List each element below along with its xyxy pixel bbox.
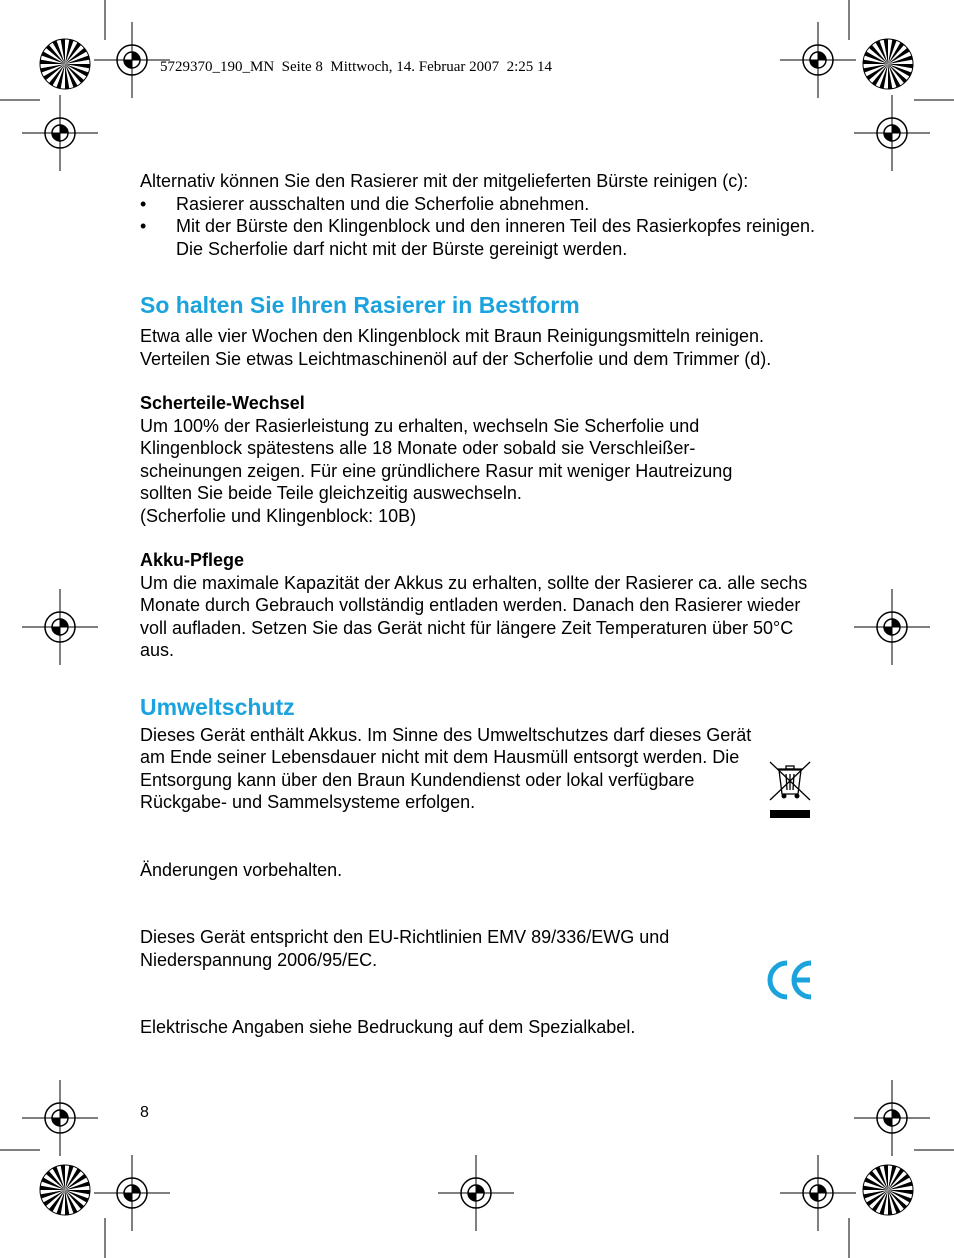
intro-bullets: [140, 193, 820, 261]
maintenance-text: Etwa alle vier Wochen den Klingenblock mit Braun Reinigungsmitteln reinigen. Verteilen Sie etwas Leichtmaschinenöl auf der Scherfolie und dem Trimmer (d).: [140, 326, 772, 369]
battery-care-text: Um die maximale Kapazität der Akkus zu erhalten, sollte der Rasierer ca. alle sechs Monate durch Gebrauch vollständig entladen werden. Danach den Rasierer wieder voll aufladen. Setzen Sie das Gerät nicht für längere Zeit Temperaturen über 50°C aus.: [140, 572, 808, 660]
list-item: • Mit der Bürste den Klingenblock und den inneren Teil des Rasierkopfes reinigen. Die Scherfolie darf nicht mit der Bürste gereinigt werden.: [140, 215, 820, 260]
environment-text: Dieses Gerät enthält Akkus. Im Sinne des Umweltschutzes darf dieses Gerät am Ende seiner Lebensdauer nicht mit dem Hausmüll entsorgt werden. Die Entsorgung kann über den Braun Kundendienst oder lokal verfügbare Rückgabe- und Sammelsysteme erfolgen.: [140, 724, 752, 812]
subheading-battery-care: Akku-Pflege: [140, 550, 245, 570]
star-target-icon: [40, 39, 90, 89]
ce-mark-icon: [766, 958, 814, 1002]
intro-text: Alternativ können Sie den Rasierer mit der mitgelieferten Bürste reinigen (c):: [140, 171, 749, 191]
star-target-icon: [863, 39, 913, 89]
changes-notice: Änderungen vorbehalten.: [140, 859, 343, 880]
print-slug: 5729370_190_MN Seite 8 Mittwoch, 14. Februar 2007 2:25 14: [160, 59, 553, 75]
parts-replacement-text: Um 100% der Rasierleistung zu erhalten, wechseln Sie Scherfolie und Klingenblock spätestens alle 18 Monate oder sobald sie Verschleißer- scheinungen zeigen. Für eine gründlichere Rasur mit weniger Hautreizung sollten Sie beide Teile gleichzeitig auswechseln. (Scherfolie und Klingenblock: 10B): [140, 415, 733, 526]
section-heading-environment: Umweltschutz: [140, 693, 295, 720]
conformity-text: Dieses Gerät entspricht den EU-Richtlinien EMV 89/336/EWG und Niederspannung 2006/95/EC.: [140, 927, 670, 970]
list-item: • Rasierer ausschalten und die Scherfolie abnehmen.: [140, 193, 820, 216]
weee-bin-icon: [768, 760, 812, 822]
main-content: [140, 170, 820, 1039]
page-number: 8: [140, 1104, 149, 1121]
star-target-icon: [40, 1165, 90, 1215]
section-heading-maintenance: So halten Sie Ihren Rasierer in Bestform: [140, 292, 580, 318]
electrical-info: Elektrische Angaben siehe Bedruckung auf dem Spezialkabel.: [140, 1017, 636, 1037]
subheading-parts-replacement: Scherteile-Wechsel: [140, 393, 305, 413]
star-target-icon: [863, 1165, 913, 1215]
